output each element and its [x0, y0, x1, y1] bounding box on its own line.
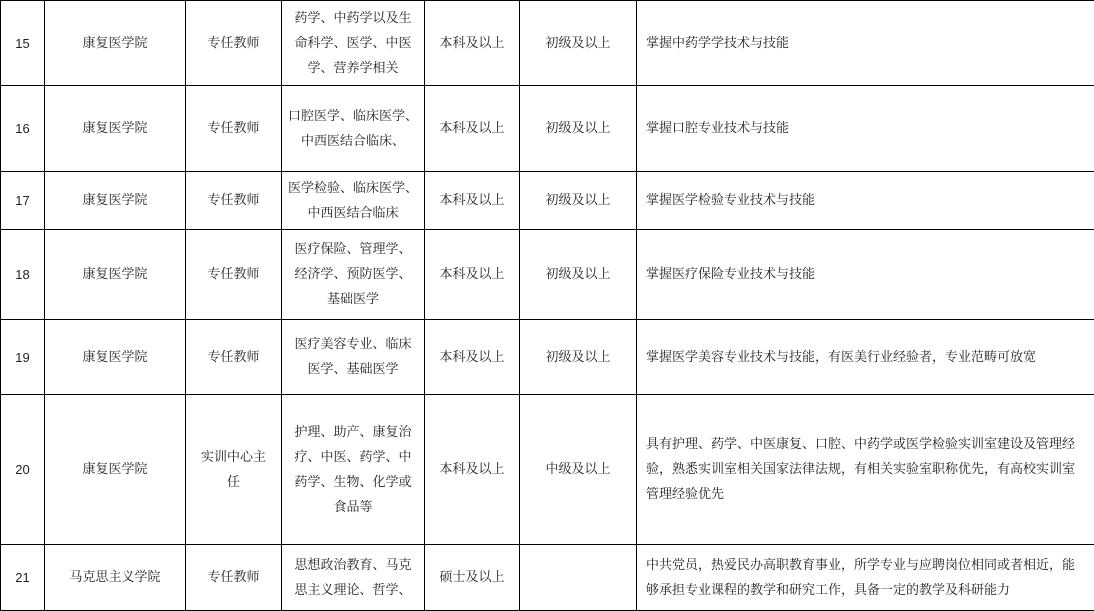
requirement-cell [637, 1, 1094, 86]
major-cell [282, 395, 425, 545]
major-cell [282, 545, 425, 611]
requirement-line: 掌握医学检验专业技术与技能 [646, 188, 1086, 213]
college-cell: 康复医学院 [45, 1, 186, 86]
requirement-line: 掌握口腔专业技术与技能 [646, 116, 1086, 141]
requirement-cell [637, 86, 1094, 172]
college-cell: 康复医学院 [45, 320, 186, 395]
education-cell: 硕士及以上 [425, 545, 520, 611]
education-cell: 本科及以上 [425, 172, 520, 230]
title-cell: 初级及以上 [520, 230, 637, 320]
table-row [1, 230, 1094, 320]
table-row [1, 395, 1094, 545]
row-number: 18 [1, 230, 45, 320]
major-line: 医学、基础医学 [288, 357, 418, 382]
requirement-cell [637, 395, 1094, 545]
requirement-line: 掌握医学美容专业技术与技能，有医美行业经验者，专业范畴可放宽 [646, 345, 1086, 370]
major-cell [282, 86, 425, 172]
position-line: 任 [186, 470, 281, 495]
position-cell: 专任教师 [186, 172, 282, 230]
major-line: 中西医结合临床 [288, 201, 418, 226]
major-line: 口腔医学、临床医学、 [288, 104, 418, 129]
major-cell [282, 320, 425, 395]
position-cell: 专任教师 [186, 86, 282, 172]
table-row [1, 172, 1094, 230]
requirement-line: 掌握中药学学技术与技能 [646, 31, 1086, 56]
major-cell [282, 172, 425, 230]
row-number: 16 [1, 86, 45, 172]
title-cell: 初级及以上 [520, 86, 637, 172]
table-row [1, 86, 1094, 172]
title-cell [520, 545, 637, 611]
requirement-line: 验，熟悉实训室相关国家法律法规，有相关实验室职称优先，有高校实训室 [646, 457, 1086, 482]
education-cell: 本科及以上 [425, 320, 520, 395]
college-cell: 康复医学院 [45, 230, 186, 320]
requirement-cell [637, 320, 1094, 395]
position-cell [186, 395, 282, 545]
education-cell: 本科及以上 [425, 86, 520, 172]
position-cell: 专任教师 [186, 545, 282, 611]
college-cell: 康复医学院 [45, 395, 186, 545]
requirement-line: 中共党员，热爱民办高职教育事业，所学专业与应聘岗位相同或者相近，能 [646, 553, 1086, 578]
title-cell: 中级及以上 [520, 395, 637, 545]
row-number: 21 [1, 545, 45, 611]
major-line: 护理、助产、康复治 [288, 420, 418, 445]
requirement-line: 掌握医疗保险专业技术与技能 [646, 262, 1086, 287]
requirement-cell [637, 545, 1094, 611]
major-line: 医疗美容专业、临床 [288, 332, 418, 357]
requirement-line: 管理经验优先 [646, 482, 1086, 507]
education-cell: 本科及以上 [425, 230, 520, 320]
major-line: 经济学、预防医学、 [288, 262, 418, 287]
major-line: 中西医结合临床、 [288, 129, 418, 154]
college-cell: 康复医学院 [45, 86, 186, 172]
major-line: 学、营养学相关 [288, 56, 418, 81]
major-line: 疗、中医、药学、中 [288, 445, 418, 470]
major-line: 医疗保险、管理学、 [288, 237, 418, 262]
position-cell: 专任教师 [186, 320, 282, 395]
requirement-cell [637, 172, 1094, 230]
row-number: 17 [1, 172, 45, 230]
table-row [1, 320, 1094, 395]
position-line: 实训中心主 [186, 445, 281, 470]
row-number: 20 [1, 395, 45, 545]
major-line: 命科学、医学、中医 [288, 31, 418, 56]
major-line: 药学、生物、化学或 [288, 470, 418, 495]
requirement-cell [637, 230, 1094, 320]
title-cell: 初级及以上 [520, 320, 637, 395]
major-line: 医学检验、临床医学、 [288, 176, 418, 201]
major-line: 药学、中药学以及生 [288, 6, 418, 31]
major-line: 思主义理论、哲学、 [288, 578, 418, 603]
major-line: 食品等 [288, 495, 418, 520]
title-cell: 初级及以上 [520, 1, 637, 86]
position-cell: 专任教师 [186, 1, 282, 86]
college-cell: 康复医学院 [45, 172, 186, 230]
row-number: 19 [1, 320, 45, 395]
education-cell: 本科及以上 [425, 395, 520, 545]
college-cell: 马克思主义学院 [45, 545, 186, 611]
major-line: 思想政治教育、马克 [288, 553, 418, 578]
education-cell: 本科及以上 [425, 1, 520, 86]
requirement-line: 够承担专业课程的教学和研究工作，具备一定的教学及科研能力 [646, 578, 1086, 603]
row-number: 15 [1, 1, 45, 86]
table-row [1, 545, 1094, 611]
requirement-line: 具有护理、药学、中医康复、口腔、中药学或医学检验实训室建设及管理经 [646, 432, 1086, 457]
major-cell [282, 230, 425, 320]
table-row [1, 1, 1094, 86]
major-cell [282, 1, 425, 86]
position-cell: 专任教师 [186, 230, 282, 320]
title-cell: 初级及以上 [520, 172, 637, 230]
major-line: 基础医学 [288, 287, 418, 312]
